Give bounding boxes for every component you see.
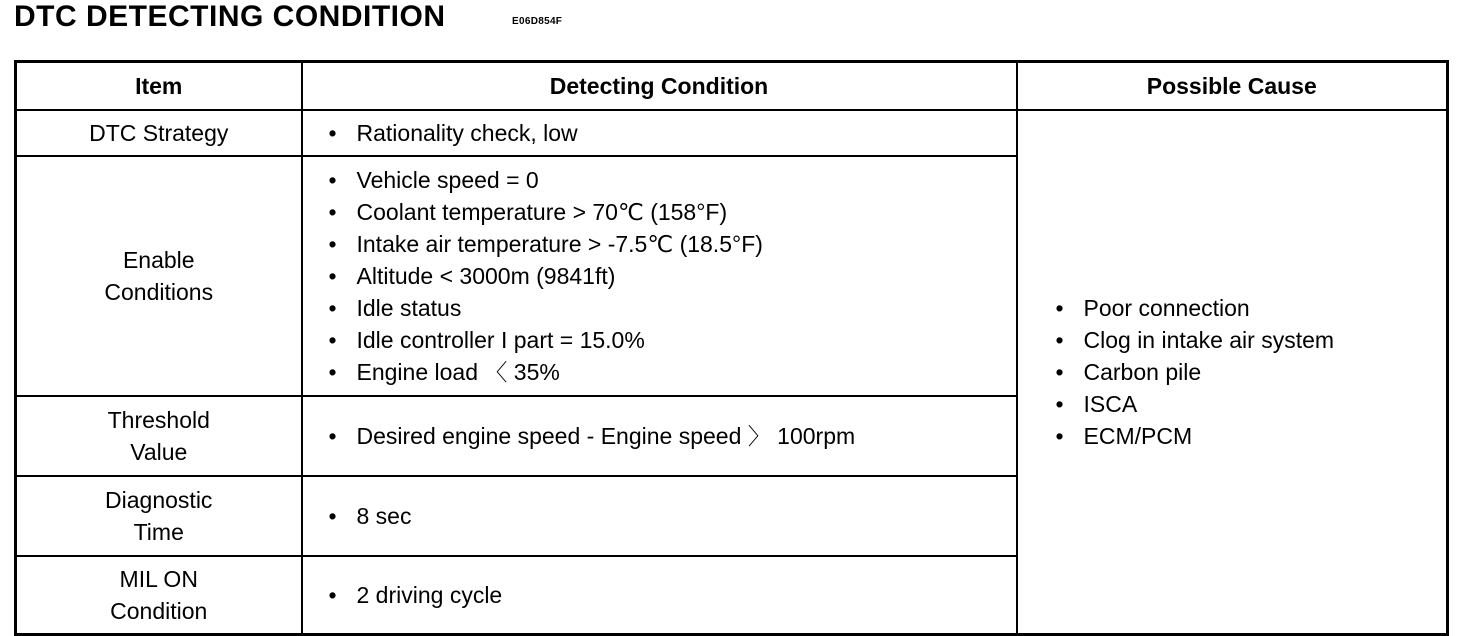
table-row [16, 110, 1448, 156]
cause-text: Clog in intake air system [1083, 326, 1335, 353]
possible-cause-cell [1017, 110, 1448, 634]
condition-line [329, 420, 1016, 452]
condition-text: 2 driving cycle [356, 581, 503, 608]
condition-cell-diagnostic-time [302, 476, 1017, 556]
column-header-detecting-condition: Detecting Condition [302, 62, 1017, 111]
item-cell-enable-conditions [16, 156, 302, 396]
condition-line [329, 579, 1016, 611]
item-cell-dtc-strategy [16, 110, 302, 156]
item-label-line: Threshold [107, 407, 210, 433]
condition-line [329, 324, 1016, 356]
document-code: E06D854F [512, 16, 563, 27]
condition-line [329, 500, 1016, 532]
bullet-icon: • [1055, 294, 1064, 321]
item-label-line: Enable [122, 247, 195, 273]
condition-line [329, 260, 1016, 292]
condition-line [329, 117, 1016, 149]
cause-text: ECM/PCM [1083, 422, 1193, 449]
bullet-icon: • [1055, 390, 1064, 417]
condition-text: Engine load 〈 35% [356, 359, 560, 385]
condition-line [329, 292, 1016, 324]
condition-line [329, 196, 1016, 228]
page-title: DTC DETECTING CONDITION [14, 0, 446, 33]
bullet-icon: • [1055, 422, 1064, 449]
bullet-icon: • [328, 423, 337, 449]
condition-text: Rationality check, low [356, 120, 578, 146]
condition-text: Coolant temperature > 70℃ (158°F) [356, 199, 728, 225]
condition-text: Vehicle speed = 0 [356, 167, 539, 193]
bullet-icon: • [328, 167, 337, 193]
item-cell-diagnostic-time [16, 476, 302, 556]
item-label-line: MIL ON [119, 565, 198, 592]
bullet-icon: • [328, 120, 337, 146]
bullet-icon: • [1055, 358, 1064, 385]
cause-text: Carbon pile [1083, 358, 1202, 385]
bullet-icon: • [328, 359, 337, 385]
table-header-row [16, 62, 1448, 111]
dtc-condition-table [14, 60, 1449, 636]
cause-line [1056, 420, 1447, 452]
condition-line [329, 356, 1016, 388]
condition-text: Desired engine speed - Engine speed 〉 100rpm [356, 423, 856, 449]
cause-line [1056, 388, 1447, 420]
condition-text: Idle status [356, 295, 462, 321]
item-label: DTC Strategy [89, 120, 229, 146]
bullet-icon: • [1055, 326, 1064, 353]
item-label-line: Diagnostic [105, 487, 213, 513]
bullet-icon: • [328, 503, 337, 529]
condition-cell-threshold-value [302, 396, 1017, 476]
condition-text: Idle controller I part = 15.0% [356, 327, 645, 353]
bullet-icon: • [328, 199, 337, 225]
bullet-icon: • [328, 327, 337, 353]
condition-text: 8 sec [356, 503, 412, 529]
cause-text: Poor connection [1083, 294, 1250, 321]
bullet-icon: • [328, 295, 337, 321]
bullet-icon: • [328, 581, 337, 608]
item-cell-mil-on-condition [16, 556, 302, 634]
item-label-line: Value [130, 439, 188, 465]
cause-line [1056, 292, 1447, 324]
item-label-line: Condition [110, 597, 208, 624]
cause-line [1056, 324, 1447, 356]
condition-text: Intake air temperature > -7.5℃ (18.5°F) [356, 231, 763, 257]
item-label-line: Conditions [104, 279, 214, 305]
bullet-icon: • [328, 231, 337, 257]
bullet-icon: • [328, 263, 337, 289]
cause-line [1056, 356, 1447, 388]
item-label-line: Time [133, 519, 184, 545]
column-header-item: Item [16, 62, 302, 111]
cause-text: ISCA [1083, 390, 1138, 417]
condition-text: Altitude < 3000m (9841ft) [356, 263, 616, 289]
condition-line [329, 164, 1016, 196]
condition-line [329, 228, 1016, 260]
condition-cell-enable-conditions [302, 156, 1017, 396]
item-cell-threshold-value [16, 396, 302, 476]
condition-cell-mil-on-condition [302, 556, 1017, 634]
column-header-possible-cause: Possible Cause [1017, 62, 1448, 111]
condition-cell-dtc-strategy [302, 110, 1017, 156]
